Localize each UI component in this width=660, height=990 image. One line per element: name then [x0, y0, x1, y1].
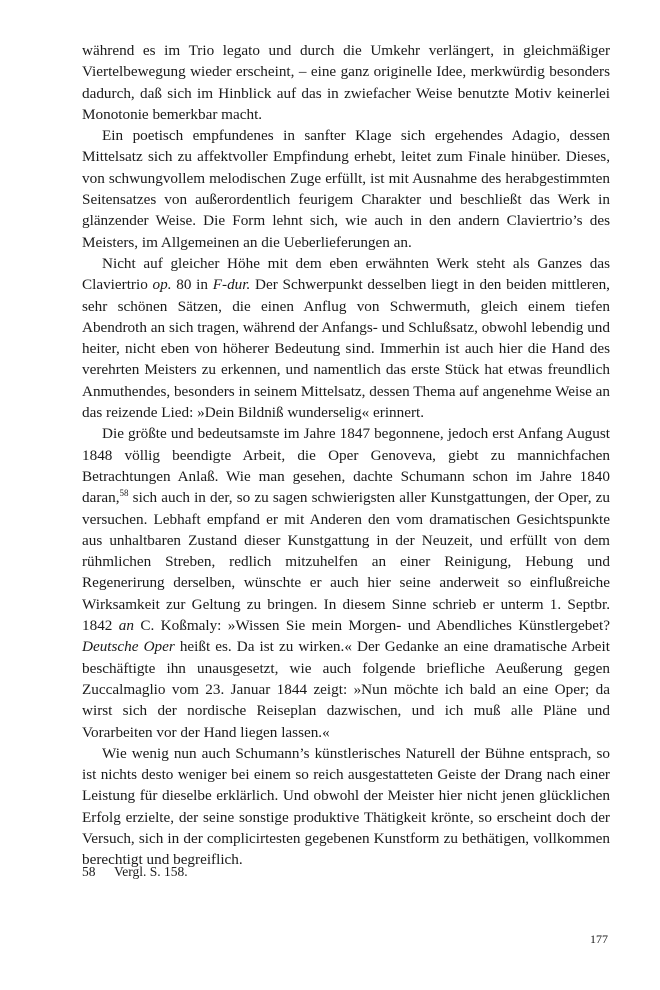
paragraph-2: Ein poetisch empfundenes in sanfter Klage sich ergehendes Adagio, dessen Mittelsatz sich zu affektvoller Empfindung erhebt, leitet zum Finale hinüber. Dieses, von schwungvollem melodischen Zuge erfüllt, ist mit Ausnahme des herabgestimmten Seitensatzes von außerordentlich feurigem Charakter und beschließt das Werk in glänzender Weise. Die Form lehnt sich, wie auch in den andern Claviertrio’s des Meisters, im Allgemeinen an die Ueberlieferungen an. — [82, 127, 610, 251]
paragraph-3-text-c: Der Schwerpunkt desselben liegt in den beiden mittleren, sehr schönen Sätzen, die einen Anflug von Schwermuth, gleich einem tiefen Abendroth an sich tragen, während der Anfangs- und Schlußsatz, obwohl lebendig und heiter, nicht eben von höherer Bedeutung sind. Immerhin ist auch hier die Hand des verehrten Meisters zu erkennen, und namentlich das erste Stück hat etwas freundlich Anmuthendes, besonders in seinem Mittelsatz, dessen Thema auf angenehme Weise an das reizende Lied: »Dein Bildniß wunderselig« erinnert. — [82, 276, 610, 422]
footnote-reference: 58 — [119, 488, 129, 499]
paragraph-4-text-c: C. Koßmaly: »Wissen Sie mein Morgen- und Abendliches Künstlergebet? — [133, 617, 610, 635]
page-number: 177 — [590, 932, 608, 946]
paragraph-3-text-a: Nicht auf gleicher Höhe mit dem eben erwähnten Werk steht als Ganzes das Claviertrio — [82, 254, 610, 294]
paragraph-4-text-b: sich auch in der, so zu sagen schwierigsten aller Kunstgattungen, der Oper, zu versuchen. Lebhaft empfand er mit Anderen den vom dramatischen Gesichtspunkte aus unhaltbaren Zustand dieser Kunstgattung in der Neuzeit, und erfüllt von dem rühmlichen Streben, redlich mitzuhelfen an einer Reinigung, Hebung und Regenerirung derselben, wünschte er auch hier seine anderweit so einflußreiche Wirksamkeit zur Geltung zu bringen. In diesem Sinne schrieb er unterm 1. Septbr. 1842 — [82, 489, 610, 635]
paragraph-4-text-d: heißt es. Da ist zu wirken.« Der Gedanke an eine dramatische Arbeit beschäftigte ihn unausgesetzt, wie auch folgende briefliche Aeußerung gegen Zuccalmaglio vom 23. Januar 1844 zeigt: »Nun möchte ich bald an eine Oper; da wirst sich der nordische Reiseplan dazwischen, und ich muß alle Pläne und Vorarbeiten vor der Hand liegen lassen.« — [82, 638, 610, 741]
italic-deutsche-oper: Deutsche Oper — [82, 638, 175, 656]
main-text — [82, 40, 610, 871]
paragraph-3 — [82, 253, 610, 423]
footnote-text: Vergl. S. 158. — [114, 864, 188, 879]
paragraph-5: Wie wenig nun auch Schumann’s künstlerisches Naturell der Bühne entsprach, so ist nichts desto weniger bei einem so reich ausgestatteten Geiste der Drang nach einer Leistung für dieselbe erklärlich. Und obwohl der Meister hier nicht jenen glücklichen Erfolg erzielte, der seine sonstige produktive Thätigkeit krönte, so erscheint doch der Versuch, sich in der complicirtesten gegebenen Kunstform zu bethätigen, vollkommen berechtigt und begreiflich. — [82, 744, 610, 869]
paragraph-1: während es im Trio legato und durch die Umkehr verlängert, in gleichmäßiger Viertelbewegung wieder erscheint, – eine ganz originelle Idee, merkwürdig besonders dadurch, daß sich im Hinblick auf das in zwiefacher Weise benutzte Motiv keinerlei Monotonie bemerkbar macht. — [82, 42, 610, 123]
italic-an: an — [118, 617, 134, 635]
paragraph-3-text-b: 80 in — [171, 276, 213, 294]
opus-abbrev: op. — [152, 276, 172, 294]
paragraph-4 — [82, 423, 610, 742]
footnote — [82, 864, 610, 880]
footnote-number: 58 — [82, 864, 96, 879]
key-name: F-dur. — [212, 276, 251, 294]
paragraph-4-text-a: Die größte und bedeutsamste im Jahre 1847 begonnene, jedoch erst Anfang August 1848 völlig beendigte Arbeit, die Oper Genoveva, giebt zu mannichfachen Betrachtungen Anlaß. Wie man gesehen, dachte Schumann schon im Jahre 1840 daran, — [82, 425, 610, 507]
